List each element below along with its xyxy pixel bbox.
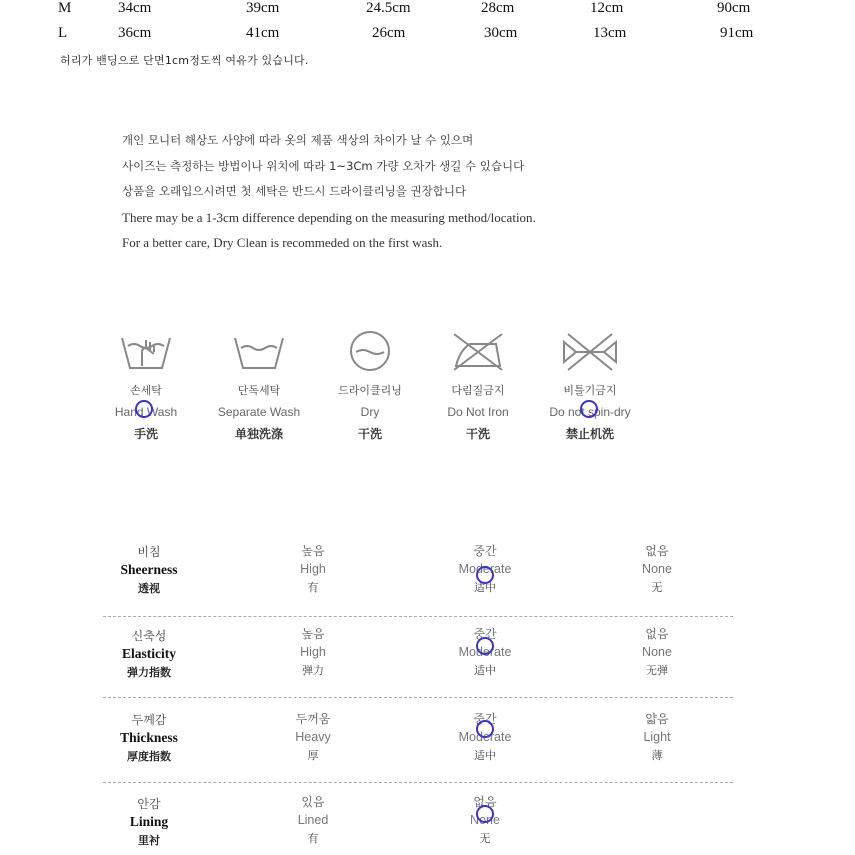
care-label-en: Do Not Iron xyxy=(447,405,509,419)
care-item-hand-wash xyxy=(91,330,201,442)
option-ko: 없음 xyxy=(645,544,669,558)
note-line: 개인 모니터 해상도 사양에 따라 옷의 제품 색상의 차이가 날 수 있으며 xyxy=(122,133,474,147)
attr-label-lining xyxy=(79,795,219,848)
size-cell: 91cm xyxy=(720,25,754,41)
row-divider xyxy=(103,616,733,617)
note-line: 사이즈는 측정하는 방법이나 위치에 따라 1~3Cm 가량 오차가 생길 수 있습니다 xyxy=(122,158,525,173)
size-cell: 90cm xyxy=(717,0,751,16)
option-zh: 有 xyxy=(307,832,319,845)
option-zh: 适中 xyxy=(474,581,496,594)
care-item-do-not-iron xyxy=(423,330,533,442)
option-zh: 无 xyxy=(479,832,491,845)
option-en: None xyxy=(642,645,672,659)
selected-mark-sheerness xyxy=(476,566,494,584)
do-not-iron-icon xyxy=(448,330,508,372)
attr-option xyxy=(587,542,727,595)
selected-mark-do-not-spin-dry xyxy=(580,400,598,418)
attr-option xyxy=(243,625,383,678)
attr-label-en: Elasticity xyxy=(122,646,176,661)
option-zh: 适中 xyxy=(474,749,496,762)
size-label: L xyxy=(58,25,68,41)
care-label-en: Do not spin-dry xyxy=(549,405,631,419)
care-label-ko: 드라이클리닝 xyxy=(338,384,402,397)
do-not-spin-dry-icon xyxy=(560,330,620,372)
separate-wash-icon xyxy=(229,330,289,372)
option-zh: 无弹 xyxy=(646,664,668,677)
care-label-ko: 비틀기금지 xyxy=(563,384,617,397)
selected-mark-lining xyxy=(476,805,494,823)
attr-label-en: Thickness xyxy=(120,730,178,745)
hand-wash-icon xyxy=(116,330,176,372)
option-ko: 중간 xyxy=(473,712,497,726)
option-ko: 높음 xyxy=(301,627,325,641)
option-zh: 无 xyxy=(651,581,663,594)
care-label-ko: 다림질금지 xyxy=(451,384,505,397)
care-label-zh: 禁止机洗 xyxy=(565,427,614,441)
attr-label-zh: 厚度指数 xyxy=(127,750,171,763)
option-zh: 厚 xyxy=(307,749,319,762)
attr-option xyxy=(243,542,383,595)
selected-mark-hand-wash xyxy=(135,400,153,418)
option-en: Lined xyxy=(297,813,329,827)
size-cell: 13cm xyxy=(593,25,627,41)
attr-label-zh: 透视 xyxy=(138,582,160,595)
option-en: High xyxy=(300,562,326,576)
size-label: M xyxy=(58,0,72,16)
attr-label-zh: 弹力指数 xyxy=(127,666,171,679)
option-en: None xyxy=(642,562,672,576)
care-item-separate-wash xyxy=(204,330,314,442)
size-cell: 30cm xyxy=(484,25,518,41)
care-notes xyxy=(122,128,536,256)
row-divider xyxy=(103,782,733,783)
option-ko: 없음 xyxy=(645,627,669,641)
dry-clean-icon xyxy=(340,330,400,372)
attr-label-en: Sheerness xyxy=(120,562,178,577)
size-cell: 34cm xyxy=(118,0,152,16)
care-label-en: Hand Wash xyxy=(114,405,178,419)
care-label-ko: 손세탁 xyxy=(130,384,162,397)
option-en: Moderate xyxy=(458,645,512,659)
attr-label-elasticity xyxy=(79,627,219,680)
option-ko: 있음 xyxy=(301,795,325,809)
option-en: High xyxy=(300,645,326,659)
option-en: Light xyxy=(643,730,671,744)
option-en: Moderate xyxy=(458,730,512,744)
attr-label-ko: 비침 xyxy=(137,545,161,559)
note-line: 상품을 오래입으시려면 첫 세탁은 반드시 드라이클리닝을 권장합니다 xyxy=(122,184,467,198)
option-ko: 두꺼움 xyxy=(295,712,331,726)
option-ko: 얇음 xyxy=(645,712,669,726)
care-item-do-not-spin-dry xyxy=(535,330,645,442)
size-cell: 24.5cm xyxy=(366,0,411,16)
option-zh: 薄 xyxy=(651,749,663,762)
attr-label-ko: 두께감 xyxy=(131,713,167,727)
attr-option xyxy=(243,710,383,763)
care-item-dry-clean xyxy=(315,330,425,442)
attr-label-sheerness xyxy=(79,543,219,596)
size-cell: 28cm xyxy=(481,0,515,16)
attr-label-ko: 신축성 xyxy=(131,629,167,643)
row-divider xyxy=(103,697,733,698)
attr-label-ko: 안감 xyxy=(137,797,161,811)
option-ko: 없음 xyxy=(473,795,497,809)
size-cell: 26cm xyxy=(372,25,406,41)
attr-label-zh: 里衬 xyxy=(138,834,160,847)
attr-option xyxy=(243,793,383,846)
care-label-ko: 단독세탁 xyxy=(237,384,281,397)
care-label-zh: 干洗 xyxy=(465,427,490,441)
size-cell: 41cm xyxy=(246,25,280,41)
size-cell: 39cm xyxy=(246,0,280,16)
option-en: Heavy xyxy=(295,730,331,744)
care-label-en: Separate Wash xyxy=(217,405,301,419)
care-label-zh: 干洗 xyxy=(357,427,382,441)
care-label-en: Dry xyxy=(360,405,380,419)
waist-note: 허리가 밴딩으로 단면1cm정도씩 여유가 있습니다. xyxy=(60,54,309,67)
attr-label-thickness xyxy=(79,711,219,764)
selected-mark-thickness xyxy=(476,720,494,738)
option-ko: 높음 xyxy=(301,544,325,558)
option-en: None xyxy=(470,813,500,827)
care-label-zh: 手洗 xyxy=(133,427,158,441)
attr-option xyxy=(587,625,727,678)
option-ko: 중간 xyxy=(473,544,497,558)
attr-label-en: Lining xyxy=(129,814,169,829)
care-label-zh: 单独洗涤 xyxy=(234,427,283,441)
option-zh: 适中 xyxy=(474,664,496,677)
attr-option xyxy=(587,710,727,763)
option-en: Moderate xyxy=(458,562,512,576)
selected-mark-elasticity xyxy=(476,637,494,655)
option-ko: 중간 xyxy=(473,627,497,641)
option-zh: 弹力 xyxy=(302,664,324,677)
note-line-en: For a better care, Dry Clean is recommeded on the first wash. xyxy=(122,235,443,250)
note-line-en: There may be a 1-3cm difference depending on the measuring method/location. xyxy=(122,209,536,225)
size-cell: 36cm xyxy=(118,25,152,41)
size-cell: 12cm xyxy=(590,0,624,16)
option-zh: 有 xyxy=(307,581,319,594)
